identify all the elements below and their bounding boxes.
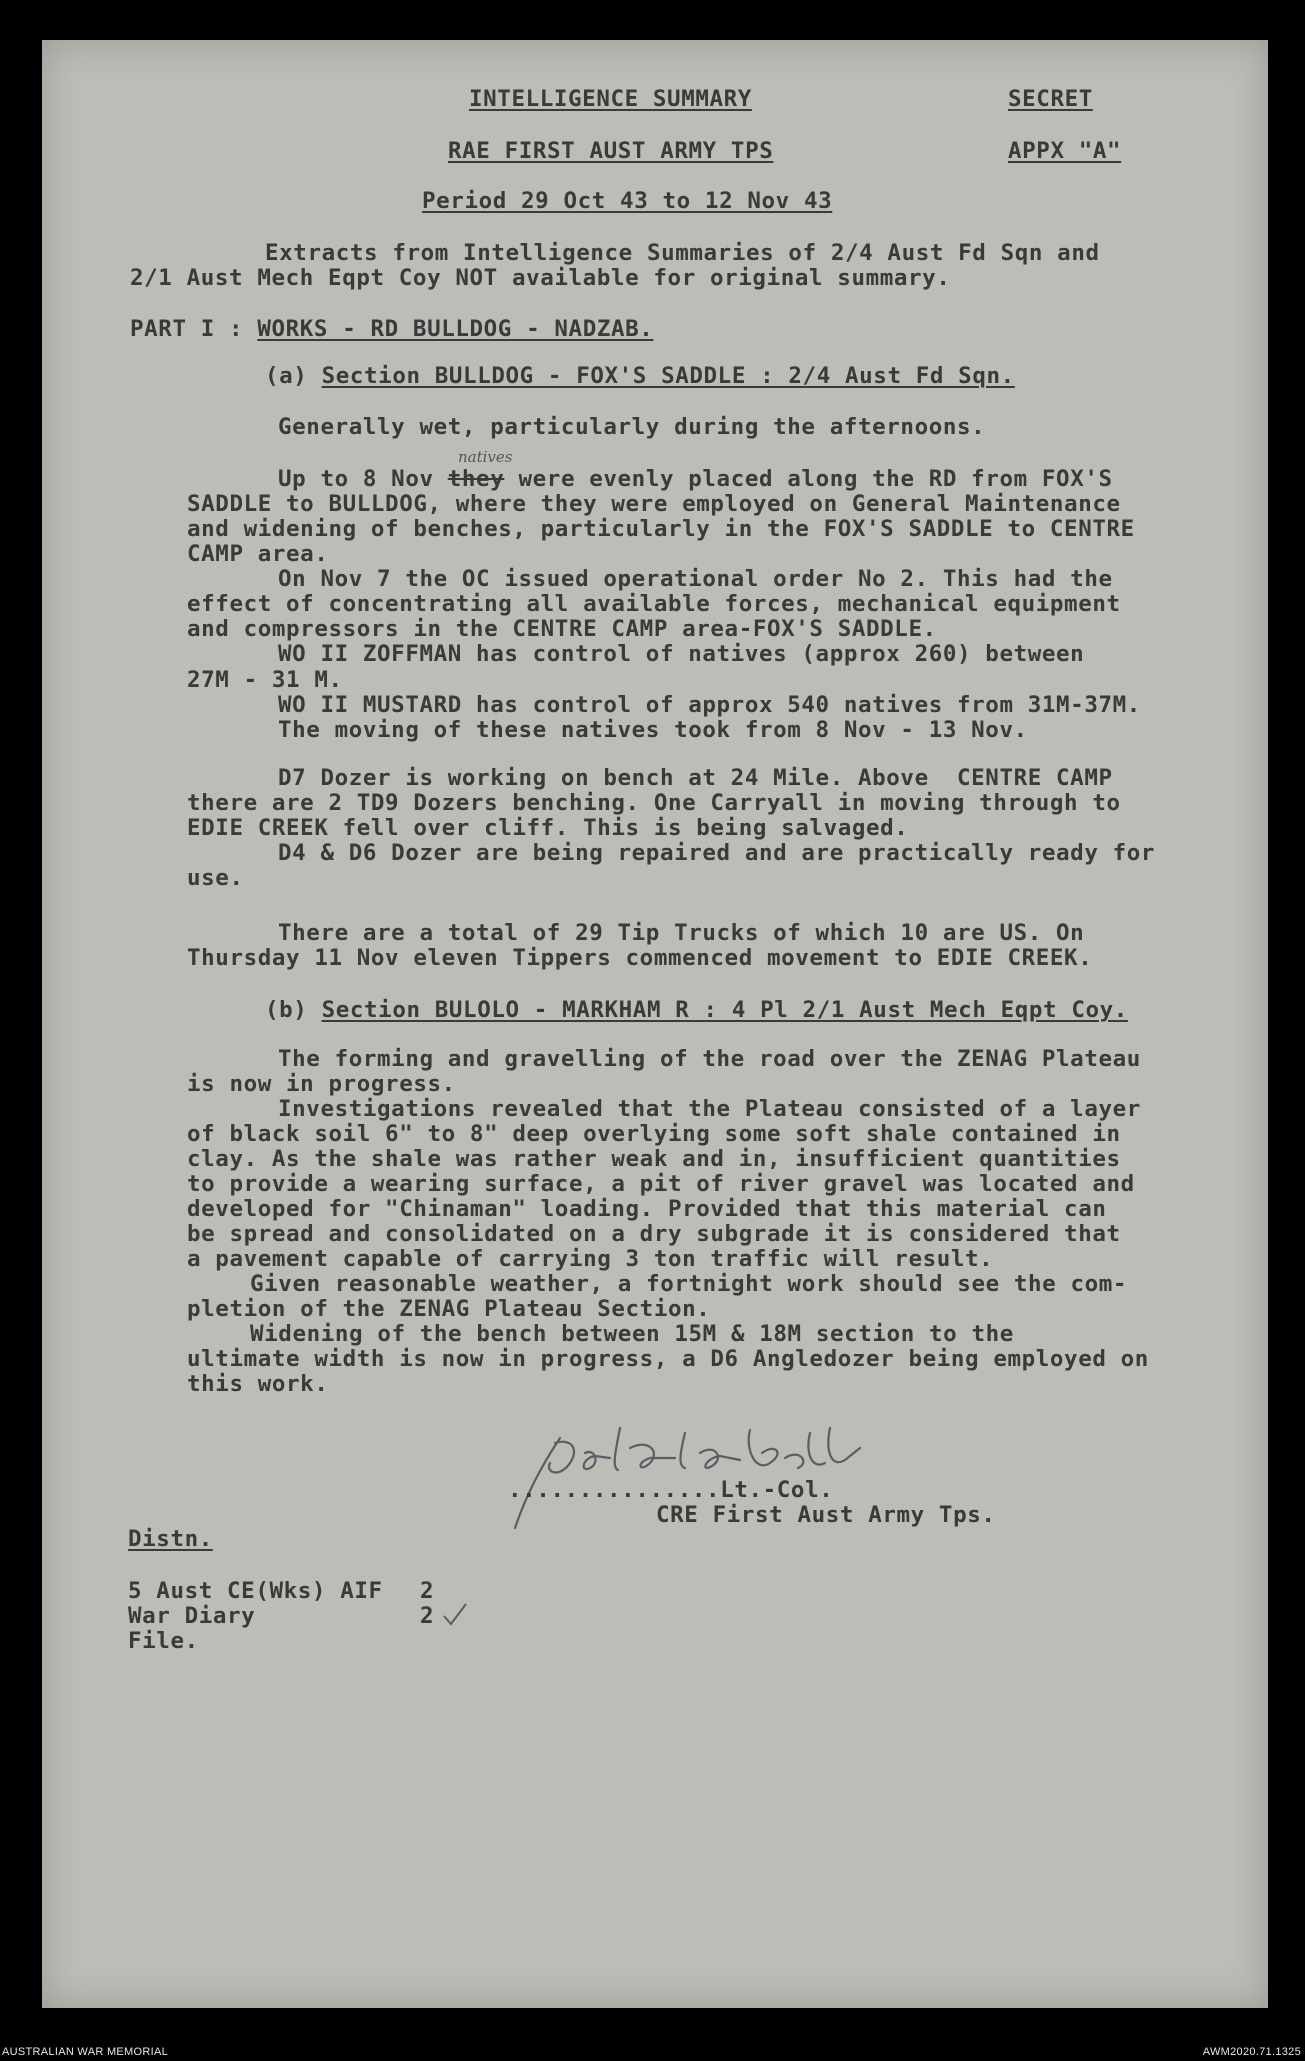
doc-title: INTELLIGENCE SUMMARY bbox=[469, 86, 752, 112]
distribution-row: File. bbox=[128, 1628, 199, 1654]
paragraph-line: and compressors in the CENTRE CAMP area-FOX'S SADDLE. bbox=[187, 616, 937, 642]
paragraph-line: SADDLE to BULLDOG, where they were employed on General Maintenance bbox=[187, 491, 1121, 517]
archive-reference: AWM2020.71.1325 bbox=[1202, 2046, 1301, 2058]
paragraph-line: this work. bbox=[187, 1371, 329, 1397]
paragraph-line: there are 2 TD9 Dozers benching. One Carryall in moving through to bbox=[187, 790, 1121, 816]
archive-credit: AUSTRALIAN WAR MEMORIAL bbox=[2, 2046, 169, 2058]
paragraph-line: D4 & D6 Dozer are being repaired and are practically ready for bbox=[278, 840, 1156, 866]
paragraph-line: use. bbox=[187, 865, 244, 891]
intro-line: Extracts from Intelligence Summaries of 2/4 Aust Fd Sqn and bbox=[265, 240, 1100, 266]
period-heading: Period 29 Oct 43 to 12 Nov 43 bbox=[422, 188, 833, 214]
paragraph-line: D7 Dozer is working on bench at 24 Mile. Above CENTRE CAMP bbox=[278, 765, 1113, 791]
paragraph-line: Up to 8 Nov they were evenly placed along the RD from FOX'S bbox=[278, 466, 1113, 492]
paragraph-line: clay. As the shale was rather weak and in, insufficient quantities bbox=[187, 1146, 1121, 1172]
handwritten-correction: natives bbox=[458, 448, 513, 466]
paragraph-line: is now in progress. bbox=[187, 1071, 456, 1097]
distribution-row: War Diary bbox=[128, 1603, 256, 1629]
paragraph-line: WO II ZOFFMAN has control of natives (approx 260) between bbox=[278, 641, 1085, 667]
paragraph-line: to provide a wearing surface, a pit of river gravel was located and bbox=[187, 1171, 1135, 1197]
paragraph-line: Thursday 11 Nov eleven Tippers commenced movement to EDIE CREEK. bbox=[187, 945, 1093, 971]
distribution-copies: 2 bbox=[420, 1578, 435, 1604]
intro-line: 2/1 Aust Mech Eqpt Coy NOT available for original summary. bbox=[130, 265, 951, 291]
paragraph-line: a pavement capable of carrying 3 ton traffic will result. bbox=[187, 1246, 994, 1272]
paragraph-line: Widening of the bench between 15M & 18M section to the bbox=[250, 1321, 1014, 1347]
paragraph-line: On Nov 7 the OC issued operational order No 2. This had the bbox=[278, 566, 1113, 592]
distribution-copies: 2 bbox=[420, 1603, 435, 1629]
paragraph-line: The forming and gravelling of the road over the ZENAG Plateau bbox=[278, 1046, 1141, 1072]
signature-title: CRE First Aust Army Tps. bbox=[656, 1502, 996, 1528]
paragraph-line: There are a total of 29 Tip Trucks of which 10 are US. On bbox=[278, 920, 1085, 946]
distribution-row: 5 Aust CE(Wks) AIF bbox=[128, 1578, 383, 1604]
unit-heading: RAE FIRST AUST ARMY TPS bbox=[448, 138, 774, 164]
paragraph-line: WO II MUSTARD has control of approx 540 natives from 31M-37M. bbox=[278, 692, 1141, 718]
distribution-heading: Distn. bbox=[128, 1526, 213, 1552]
paragraph-line: pletion of the ZENAG Plateau Section. bbox=[187, 1296, 711, 1322]
paragraph-line: developed for "Chinaman" loading. Provided that this material can bbox=[187, 1196, 1107, 1222]
paragraph-line: Investigations revealed that the Plateau consisted of a layer bbox=[278, 1096, 1141, 1122]
signature-line: ...............Lt.-Col. bbox=[508, 1477, 834, 1503]
paragraph-line: be spread and consolidated on a dry subgrade it is considered that bbox=[187, 1221, 1121, 1247]
section-b-heading: (b) Section BULOLO - MARKHAM R : 4 Pl 2/1 Aust Mech Eqpt Coy. bbox=[265, 997, 1128, 1023]
paragraph-line: and widening of benches, particularly in the FOX'S SADDLE to CENTRE bbox=[187, 516, 1135, 542]
paragraph-line: effect of concentrating all available forces, mechanical equipment bbox=[187, 591, 1121, 617]
paragraph-line: Given reasonable weather, a fortnight work should see the com- bbox=[250, 1271, 1128, 1297]
classification: SECRET bbox=[1008, 86, 1093, 112]
paragraph-line: 27M - 31 M. bbox=[187, 667, 343, 693]
paragraph-line: of black soil 6" to 8" deep overlying some soft shale contained in bbox=[187, 1121, 1121, 1147]
appendix-label: APPX "A" bbox=[1008, 138, 1122, 164]
part-heading: PART I : WORKS - RD BULLDOG - NADZAB. bbox=[130, 316, 654, 342]
check-mark-icon bbox=[440, 1600, 470, 1628]
section-a-heading: (a) Section BULLDOG - FOX'S SADDLE : 2/4 Aust Fd Sqn. bbox=[265, 363, 1015, 389]
paragraph-line: EDIE CREEK fell over cliff. This is being salvaged. bbox=[187, 815, 909, 841]
paragraph-line: CAMP area. bbox=[187, 541, 329, 567]
weather-line: Generally wet, particularly during the afternoons. bbox=[278, 414, 986, 440]
paragraph-line: ultimate width is now in progress, a D6 Angledozer being employed on bbox=[187, 1346, 1149, 1372]
paragraph-line: The moving of these natives took from 8 Nov - 13 Nov. bbox=[278, 717, 1028, 743]
